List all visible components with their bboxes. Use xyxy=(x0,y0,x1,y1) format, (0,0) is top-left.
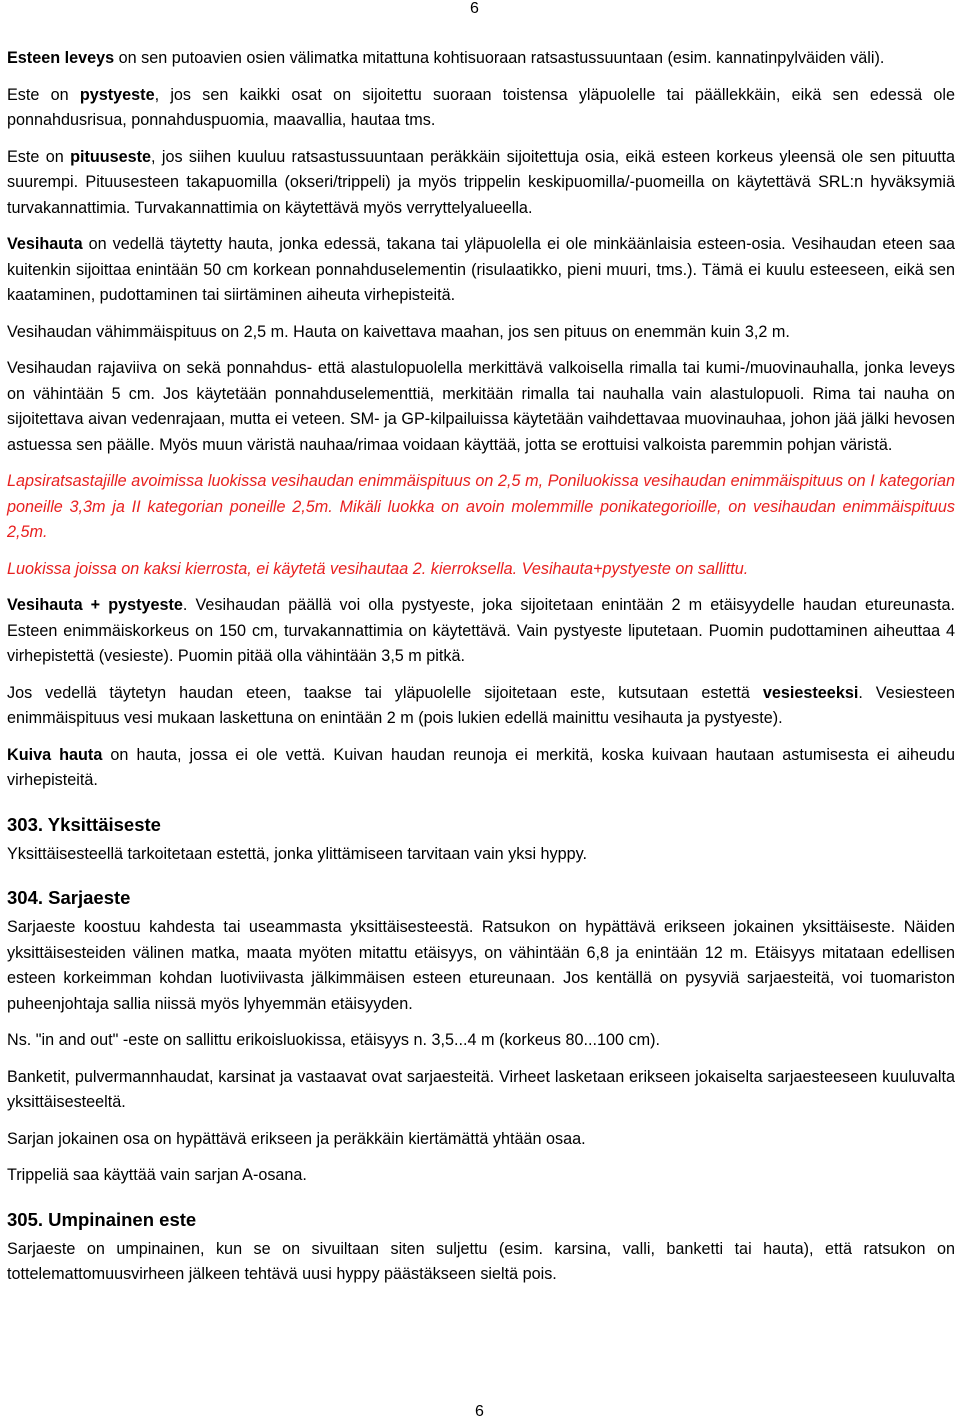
heading-303: 303. Yksittäiseste xyxy=(7,813,161,835)
term-pystyeste: pystyeste xyxy=(79,85,155,104)
paragraph-pystyeste xyxy=(7,83,955,134)
paragraph-banketit: Banketit, pulvermannhaudat, karsinat ja vastaavat ovat sarjaesteitä. Virheet lasketaan erikseen jokaiselta sarjaesteeseen kuuluvalta yksittäisesteeltä. xyxy=(7,1067,955,1111)
paragraph-text: . Vesihaudan päällä voi olla pystyeste, joka sijoitetaan enintään 2 m etäisyydelle haudan etureunasta. Esteen enimmäiskorkeus on 150 cm, turvakannattimia on käytettävä. Vain pystyeste liputetaan. Puomin pudottaminen aiheuttaa 4 virhepistettä (vesieste). Puomin pitää olla vähintään 3,5 m pitkä. xyxy=(7,596,955,665)
paragraph-kaksi-kierrosta-note: Luokissa joissa on kaksi kierrosta, ei käytetä vesihautaa 2. kierroksella. Vesihauta+pystyeste on sallittu. xyxy=(7,559,749,578)
paragraph-text: Este on xyxy=(7,85,80,104)
page-number-top: 6 xyxy=(470,0,479,17)
term-kuiva-hauta: Kuiva hauta xyxy=(7,745,103,764)
paragraph-vesihaudan-pituus: Vesihaudan vähimmäispituus on 2,5 m. Hauta on kaivettava maahan, jos sen pituus on enemmän kuin 3,2 m. xyxy=(7,322,790,341)
paragraph-text: Jos vedellä täytetyn haudan eteen, taakse tai yläpuolelle sijoitetaan este, kutsutaan estettä xyxy=(7,683,763,702)
paragraph-vesieste xyxy=(7,681,955,732)
paragraph-text: on sen putoavien osien välimatka mitattuna kohtisuoraan ratsastussuuntaan (esim. kannatinpylväiden väli). xyxy=(114,49,885,67)
page-number-bottom: 6 xyxy=(475,1403,484,1420)
heading-304: 304. Sarjaeste xyxy=(7,887,131,908)
term-vesihauta-pystyeste: Vesihauta + pystyeste xyxy=(7,596,183,614)
term-vesieste: vesiesteeksi xyxy=(762,683,859,702)
paragraph-vesihauta xyxy=(7,232,955,309)
paragraph-text: on hauta, jossa ei ole vettä. Kuivan haudan reunoja ei merkitä, koska kuivaan hautaan astumisesta ei aiheudu virhepisteitä. xyxy=(7,745,955,789)
paragraph-kuiva-hauta xyxy=(7,743,955,794)
paragraph-text: , jos siihen kuuluu ratsastussuuntaan peräkkäin sijoitettuja osia, eikä esteen korkeus yleensä ole sen pituutta suurempi. Pituusesteen takapuomilla (okseri/trippeli) ja myös trippelin keskipuomilla/-puomeilla on käytettävä SRL:n hyväksymiä turvakannattimia. Turvakannattimia on käytettävä myös verryttelyalueella. xyxy=(7,147,955,217)
paragraph-sarjan-osat: Sarjan jokainen osa on hypättävä erikseen ja peräkkäin kiertämättä yhtään osaa. xyxy=(7,1129,586,1148)
paragraph-vesihaudan-rajaviiva: Vesihaudan rajaviiva on sekä ponnahdus- että alastulopuolella merkittävä valkoisella rimalla tai kumi-/muovinauhalla, jonka leveys on vähintään 5 cm. Jos käytetään ponnahduselementtiä, merkitään rimalla tai nauhalla vain alastulopuoli. Rima tai nauha on sijoitettava aivan vedenrajaan, mutta ei veteen. SM- ja GP-kilpailuissa käytetään vaihdettavaa muovinauhaa, johon jää jälki hevosen astuessa sen päälle. Myös muun väristä nauhaa/rimaa voidaan käyttää, jotta se erottuisi valkoista paremmin pohjan väristä. xyxy=(7,359,955,454)
term-vesihauta: Vesihauta xyxy=(7,235,83,253)
paragraph-yksittaiseste: Yksittäisesteellä tarkoitetaan estettä, jonka ylittämiseen tarvitaan vain yksi hyppy. xyxy=(7,844,588,863)
paragraph-text: on vedellä täytetty hauta, jonka edessä, takana tai yläpuolella ei ole minkäänlaisia esteen-osia. Vesihaudan eteen saa kuitenkin sijoittaa enintään 50 cm korkean ponnahduselementin (risulaatikko, pieni muuri, tms.). Tämä ei kuulu esteeseen, eikä sen kaataminen, pudottaminen tai siirtäminen aiheuta virhepisteitä. xyxy=(7,235,955,304)
paragraph-vesihauta-pystyeste xyxy=(7,593,955,670)
term-pituuseste: pituuseste xyxy=(70,147,152,166)
paragraph-pituuseste xyxy=(7,145,955,222)
paragraph-in-and-out: Ns. "in and out" -este on sallittu erikoisluokissa, etäisyys n. 3,5...4 m (korkeus 80...100 cm). xyxy=(7,1031,660,1049)
paragraph-umpinainen-este: Sarjaeste on umpinainen, kun se on sivuiltaan siten suljettu (esim. karsina, valli, banketti tai hauta), että ratsukon on tottelemattomuusvirheen jälkeen tehtävä uusi hyppy päästäkseen sieltä pois. xyxy=(7,1239,955,1283)
paragraph-trippeli: Trippeliä saa käyttää vain sarjan A-osana. xyxy=(7,1166,307,1184)
paragraph-text: . Vesiesteen enimmäispituus vesi mukaan laskettuna on enintään 2 m (pois lukien edellä mainittu vesihauta ja pystyeste). xyxy=(7,683,955,727)
paragraph-lapsiratsastajat-note: Lapsiratsastajille avoimissa luokissa vesihaudan enimmäispituus on 2,5 m, Poniluokissa vesihaudan enimmäispituus on I kategorian poneille 3,3m ja II kategorian poneille 2,5m. Mikäli luokka on avoin molemmille ponikategorioille, on vesihaudan enimmäispituus 2,5m. xyxy=(7,472,955,541)
term-esteen-leveys: Esteen leveys xyxy=(7,49,115,67)
paragraph-text: Este on xyxy=(7,147,71,166)
paragraph-sarjaeste: Sarjaeste koostuu kahdesta tai useammasta yksittäisesteestä. Ratsukon on hypättävä erikseen jokainen yksittäiseste. Näiden yksittäisesteiden välinen matka, maata myöten mitattu etäisyys, on vähintään 6,8 ja enintään 12 m. Etäisyys mitataan edellisen esteen korkeimman kohdan luotiviivasta jälkimmäisen esteen etureunaan. Jos kentällä on pysyviä sarjaesteitä, voi tuomariston puheenjohtaja sallia niissä myös lyhyemmän etäisyyden. xyxy=(7,918,955,1013)
heading-305: 305. Umpinainen este xyxy=(7,1208,197,1230)
paragraph-esteen-leveys xyxy=(7,46,955,72)
paragraph-text: , jos sen kaikki osat on sijoitettu suoraan toistensa yläpuolelle tai päällekkäin, eikä sen edessä ole ponnahdusrisua, ponnahduspuomia, maavallia, hautaa tms. xyxy=(7,85,955,129)
document-body xyxy=(7,46,955,1299)
